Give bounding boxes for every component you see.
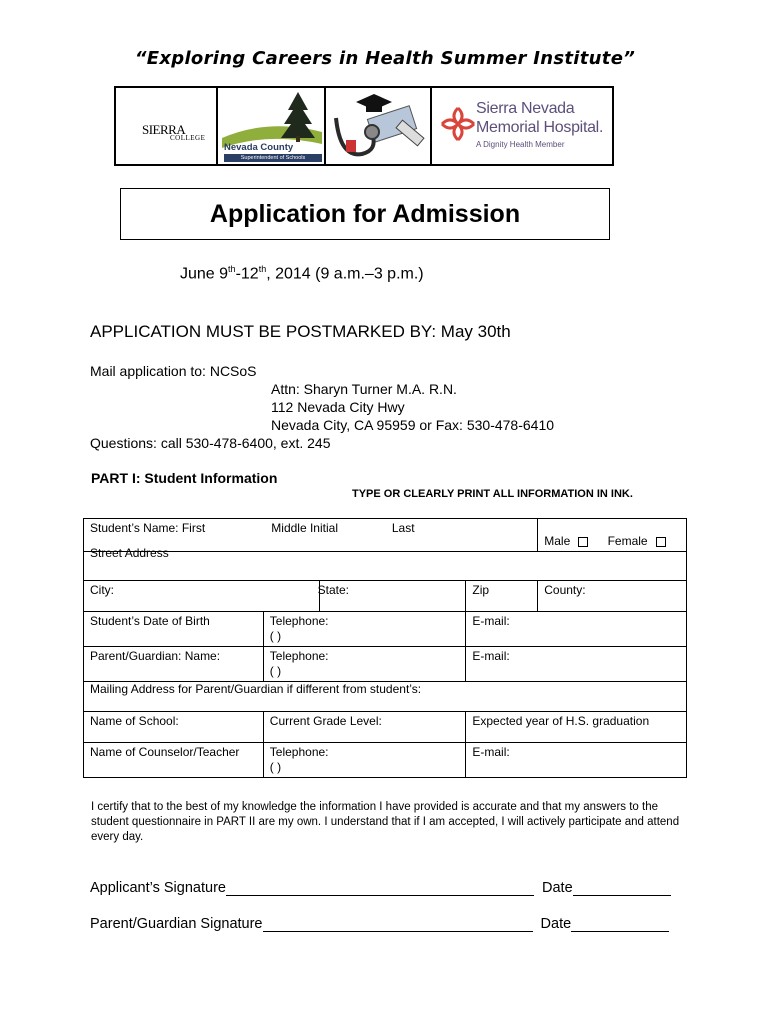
- applicant-signature-line[interactable]: [226, 895, 534, 896]
- snmh-logo: [432, 88, 612, 164]
- part1-heading: PART I: Student Information: [91, 470, 278, 486]
- student-email-field[interactable]: [466, 612, 687, 647]
- sierra-college-logo-text: SIERRA: [142, 122, 186, 137]
- dates-mid: -12: [235, 265, 259, 283]
- snmh-tagline: A Dignity Health Member: [476, 140, 565, 149]
- parent-date-label: Date: [540, 916, 572, 932]
- student-telephone-field[interactable]: [263, 612, 466, 647]
- counselor-phone-paren: ( ): [269, 760, 282, 774]
- middle-initial-field[interactable]: [263, 519, 466, 552]
- student-email-label: E-mail:: [472, 614, 510, 628]
- applicant-date-label: Date: [542, 880, 573, 896]
- parent-signature-label: Parent/Guardian Signature: [90, 916, 263, 932]
- parent-mailing-address-field[interactable]: [84, 682, 687, 712]
- parent-telephone-field[interactable]: [263, 647, 466, 682]
- zip-field[interactable]: [466, 581, 538, 612]
- sierra-college-logo-subtext: COLLEGE: [170, 134, 206, 142]
- sierra-college-logo: [116, 88, 218, 164]
- street-address-field[interactable]: [84, 546, 687, 581]
- parent-telephone-label: Telephone:: [269, 649, 329, 663]
- graduation-year-field[interactable]: [466, 712, 687, 743]
- application-heading: Application for Admission: [120, 188, 610, 240]
- mail-city: Nevada City, CA 95959 or Fax: 530-478-6410: [271, 417, 555, 433]
- mail-street: 112 Nevada City Hwy: [271, 399, 405, 415]
- applicant-signature-row: [90, 880, 671, 896]
- counselor-name-field[interactable]: [84, 743, 264, 778]
- state-label: State:: [317, 583, 349, 597]
- female-checkbox[interactable]: [656, 537, 666, 547]
- document-title: “Exploring Careers in Health Summer Institute”: [134, 48, 636, 69]
- medical-graphic: [326, 88, 432, 164]
- dates-suffix: , 2014 (9 a.m.–3 p.m.): [266, 265, 424, 283]
- mail-to-line: Mail application to: NCSoS: [90, 363, 257, 379]
- postmark-deadline: APPLICATION MUST BE POSTMARKED BY: May 30th: [90, 322, 511, 341]
- parent-phone-paren: ( ): [269, 664, 282, 678]
- county-label: County:: [544, 583, 586, 597]
- nevada-county-logo: [218, 88, 326, 164]
- state-field[interactable]: [319, 581, 466, 612]
- dob-field[interactable]: [84, 612, 264, 647]
- counselor-name-label: Name of Counselor/Teacher: [90, 745, 240, 759]
- last-name-field[interactable]: [391, 519, 538, 552]
- flower-icon: [438, 104, 478, 144]
- male-label: Male: [544, 534, 571, 548]
- student-phone-paren: ( ): [269, 629, 282, 643]
- first-name-label: Student’s Name: First: [90, 521, 206, 535]
- zip-label: Zip: [472, 583, 490, 597]
- female-label: Female: [607, 534, 648, 548]
- school-name-label: Name of School:: [90, 714, 179, 728]
- certification-statement: I certify that to the best of my knowledge the information I have provided is accurate and that my answers to the student questionnaire in PART II are my own. I understand that if I am accepted, I will actively participate and attend every day.: [91, 801, 680, 843]
- graduation-year-label: Expected year of H.S. graduation: [472, 714, 650, 728]
- parent-date-line[interactable]: [571, 931, 669, 932]
- parent-email-field[interactable]: [466, 647, 687, 682]
- city-field[interactable]: [84, 581, 320, 612]
- type-instruction: TYPE OR CLEARLY PRINT ALL INFORMATION IN INK.: [352, 488, 633, 500]
- sponsor-logos: [114, 86, 614, 166]
- dates-sup1: th: [228, 264, 236, 274]
- applicant-date-line[interactable]: [573, 895, 671, 896]
- counselor-email-label: E-mail:: [472, 745, 510, 759]
- counselor-email-field[interactable]: [466, 743, 687, 778]
- mail-attn: Attn: Sharyn Turner M.A. R.N.: [271, 381, 457, 397]
- street-address-label: Street Address: [90, 546, 169, 560]
- snmh-name-line1: Sierra Nevada: [476, 100, 575, 117]
- student-telephone-label: Telephone:: [269, 614, 329, 628]
- school-name-field[interactable]: [84, 712, 264, 743]
- stethoscope-icon: [326, 88, 430, 164]
- parent-name-label: Parent/Guardian: Name:: [90, 649, 221, 663]
- applicant-signature-label: Applicant’s Signature: [90, 880, 226, 896]
- parent-mailing-address-label: Mailing Address for Parent/Guardian if different from student’s:: [90, 682, 422, 696]
- parent-name-field[interactable]: [84, 647, 264, 682]
- parent-signature-line[interactable]: [263, 931, 533, 932]
- last-name-label: Last: [391, 521, 415, 535]
- counselor-telephone-field[interactable]: [263, 743, 466, 778]
- nevada-county-sublabel: Superintendent of Schools: [224, 154, 322, 162]
- questions-line: Questions: call 530-478-6400, ext. 245: [90, 435, 331, 451]
- dob-label: Student’s Date of Birth: [90, 614, 210, 628]
- county-field[interactable]: [538, 581, 687, 612]
- grade-level-field[interactable]: [263, 712, 466, 743]
- city-label: City:: [90, 583, 114, 597]
- program-dates: [180, 264, 424, 283]
- male-checkbox[interactable]: [578, 537, 588, 547]
- student-info-form: [83, 518, 687, 778]
- counselor-telephone-label: Telephone:: [269, 745, 329, 759]
- parent-signature-row: [90, 916, 669, 932]
- middle-initial-label: Middle Initial: [271, 521, 338, 535]
- dates-sup2: th: [258, 264, 267, 274]
- gender-field: [538, 519, 687, 552]
- grade-level-label: Current Grade Level:: [269, 714, 382, 728]
- snmh-name-line2: Memorial Hospital.: [476, 119, 604, 136]
- parent-email-label: E-mail:: [472, 649, 510, 663]
- nevada-county-label: Nevada County: [224, 142, 294, 153]
- dates-prefix: June 9: [180, 265, 229, 283]
